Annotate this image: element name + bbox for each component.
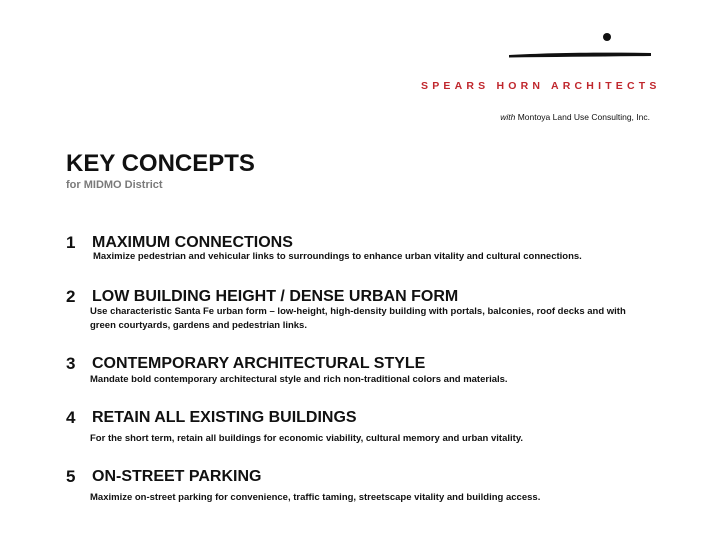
concept-number: 1 <box>66 233 76 252</box>
firm-name: SPEARS HORN ARCHITECTS <box>421 80 661 92</box>
concept-heading: CONTEMPORARY ARCHITECTURAL STYLE <box>92 355 426 372</box>
concept-number: 3 <box>66 354 76 373</box>
concept-description: For the short term, retain all buildings for economic viability, cultural memory and urban vitality. <box>90 433 524 444</box>
concept-description: Mandate bold contemporary architectural style and rich non-traditional colors and materials. <box>90 374 508 385</box>
page-subtitle: for MIDMO District <box>66 179 163 191</box>
concept-heading: ON-STREET PARKING <box>92 468 262 485</box>
concept-description: Use characteristic Santa Fe urban form – low-height, high-density building with portals, balconies, roof decks and with green courtyards, gardens and pedestrian links. <box>90 306 626 331</box>
concept-number: 5 <box>66 467 76 486</box>
concept-description: Maximize pedestrian and vehicular links to surroundings to enhance urban vitality and cultural connections. <box>93 251 582 262</box>
page-title: KEY CONCEPTS <box>66 150 255 177</box>
concept-number: 4 <box>66 408 76 427</box>
consultant-name: Montoya Land Use Consulting, Inc. <box>517 112 650 122</box>
consultant-prefix: with <box>500 112 516 122</box>
concept-description: Maximize on-street parking for convenience, traffic taming, streetscape vitality and building access. <box>90 492 541 503</box>
concept-heading: LOW BUILDING HEIGHT / DENSE URBAN FORM <box>92 288 459 305</box>
concept-heading: RETAIN ALL EXISTING BUILDINGS <box>92 409 357 426</box>
concept-number: 2 <box>66 287 76 306</box>
logo-brushstroke-mark <box>505 28 655 68</box>
consultant-credit <box>500 112 650 122</box>
concept-heading: MAXIMUM CONNECTIONS <box>92 234 293 251</box>
